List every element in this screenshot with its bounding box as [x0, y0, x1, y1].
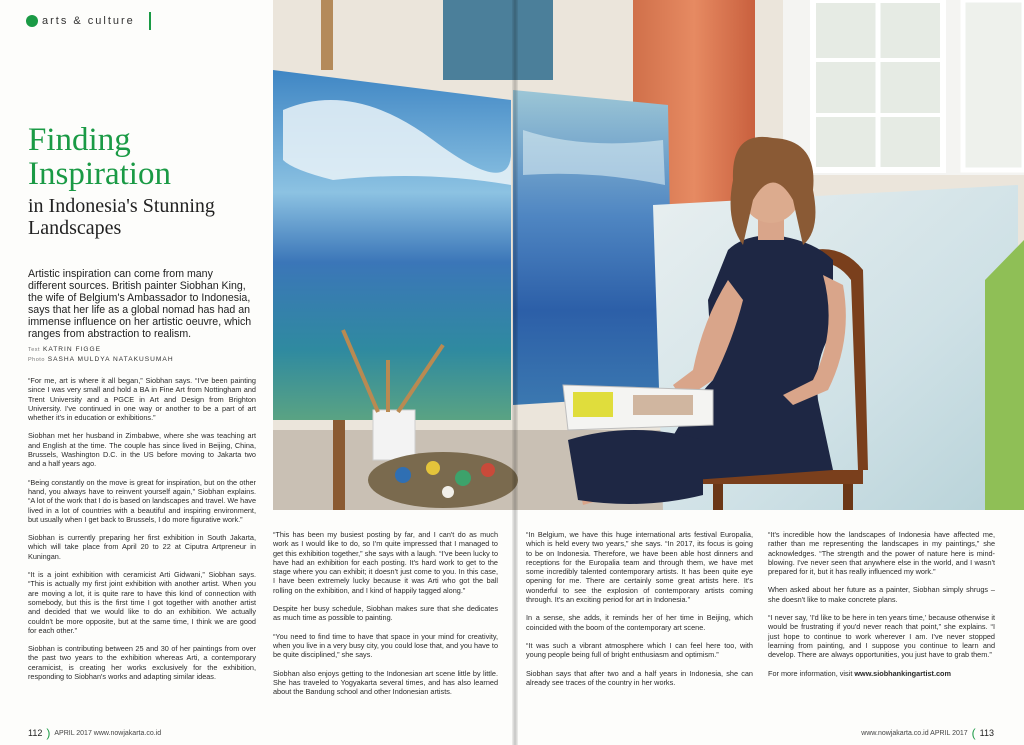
section-tag [26, 12, 151, 30]
paragraph: Siobhan is currently preparing her first exhibition in South Jakarta, which will take place from April 20 to 22 at Ciputra Artpreneur in Kuningan. [28, 533, 256, 561]
article-credits [28, 345, 174, 365]
paragraph: In a sense, she adds, it reminds her of her time in Beijing, which coincided with the boom of the contemporary art scene. [526, 613, 753, 632]
section-dot-icon [26, 15, 38, 27]
credit-text-label: Text [28, 347, 41, 353]
paragraph: “It is a joint exhibition with ceramicist Arti Gidwani,” Siobhan says. “This is actually my first joint exhibition with another artist. When you are moving a lot, it is quite rare to have this kind of connection with somebody, but this is the first time I got together with another artist and decided that we would like to do an exhibition. We actually couldn't be more opposite, but at the same time, I think we are good for each other.” [28, 570, 256, 635]
paragraph: Siobhan also enjoys getting to the Indonesian art scene little by little. She has traveled to Yogyakarta several times, and has also learned about the Bandung school and other Indonesian artists. [273, 668, 498, 697]
section-divider [149, 12, 151, 30]
page-number-right: 113 [979, 728, 994, 738]
title-line-2: Inspiration [28, 156, 171, 192]
folio-bracket-icon: ) [46, 726, 51, 740]
credit-text-name: KATRIN FIGGE [42, 346, 101, 353]
credit-photo-label: Photo [28, 357, 45, 363]
paragraph: “In Belgium, we have this huge international arts festival Europalia, which is held every two years,” she says. “In 2017, its focus is going to be on Indonesia. Therefore, we have been able host dinners and receptions for the Europalia team and through them, we have met some incredibly talented contemporary artists. It has been quite eye opening for me. There are certainly some great artists here. It's wonderful to see the explosion of contemporary artists coming through. It's an exciting period for art in Indonesia.” [526, 530, 753, 605]
paragraph: Siobhan says that after two and a half years in Indonesia, she can already see traces of the country in her works. [526, 668, 753, 687]
paragraph: “For me, art is where it all began,” Siobhan says. “I've been painting since I was very small and hold a BA in Fine Art from Nottingham and Trent University and a PGCE in Art and Design from Brighton University. I've continued in one way or another to be a part of art whether it's in education or exhibitions.” [28, 376, 256, 423]
paragraph: Despite her busy schedule, Siobhan makes sure that she dedicates as much time as possible to painting. [273, 604, 498, 623]
paragraph: “Being constantly on the move is great for inspiration, but on the other hand, you always have to reinvent yourself again,” Siobhan explains. “A lot of the work that I do is based on landscapes and travel. We have lived in a lot of countries with a beautiful and inspiring environment, but usually when I get back to Brussels, I do more figurative work.” [28, 477, 256, 524]
text-column-3 [526, 530, 753, 696]
paragraph: When asked about her future as a painter, Siobhan simply shrugs – she doesn't like to make concrete plans. [768, 585, 995, 604]
artist-photo [273, 0, 1024, 510]
website-link[interactable]: www.siobhankingartist.com [854, 668, 952, 678]
folio-bracket-icon: ( [971, 726, 976, 740]
page-number-left: 112 [28, 728, 43, 738]
section-label: arts & culture [42, 15, 135, 27]
article-title [28, 123, 171, 191]
photo-illustration [273, 0, 1024, 510]
more-info [768, 669, 995, 678]
paragraph: “This has been my busiest posting by far, and I can't do as much work as I would like to do, so I'm quite impressed that I managed to get this exhibition together,” she says with a laugh. “I've been lucky to have had an exhibition for each posting. It's hard work to get to the stage where you can exhibit; it doesn't just come to you. In this case, I have been extremely lucky because it was Arti who got the ball rolling on the exhibition, and I kind of happily tagged along.” [273, 530, 498, 595]
text-column-4 [768, 530, 995, 687]
text-column-1 [28, 376, 256, 690]
folio-right [861, 726, 994, 740]
paragraph: Siobhan is contributing between 25 and 30 of her paintings from over the past two years to the exhibition whereas Arti, a contemporary ceramicist, is creating her works exclusively for the exhibition, responding to Siobhan's works and adapting similar ideas. [28, 644, 256, 682]
paragraph: Siobhan met her husband in Zimbabwe, where she was teaching art and English at the time. The couple has since lived in Beijing, China, Brussels, Washington D.C. in the US before moving to Jakarta two and a half years ago. [28, 431, 256, 469]
paragraph: “It's incredible how the landscapes of Indonesia have affected me, rather than me representing the landscapes in my paintings,” she acknowledges. “The strength and the power of nature here is mind-blowing. I've never seen that anywhere else in the world, and I wasn't prepared for it, but it has really influenced my work.” [768, 530, 995, 577]
folio-left [28, 726, 161, 740]
title-line-1: Finding [28, 122, 131, 158]
paragraph: “You need to find time to have that space in your mind for creativity, when you live in a very busy city, you could lose that, and you have to be quite disciplined,” she says. [273, 631, 498, 660]
page-gutter [512, 0, 518, 745]
folio-left-text: APRIL 2017 www.nowjakarta.co.id [54, 729, 162, 737]
text-column-2 [273, 530, 498, 705]
folio-right-text: www.nowjakarta.co.id APRIL 2017 [861, 729, 968, 737]
article-intro: Artistic inspiration can come from many different sources. British painter Siobhan King, the wife of Belgium's Ambassador to Indonesia, says that her life as a global nomad has had an immense influence on her artistic oeuvre, which ranges from abstraction to realism. [28, 268, 252, 340]
more-info-text: For more information, visit [768, 668, 853, 678]
paragraph: “It was such a vibrant atmosphere which I can feel here too, with young people being full of bright enthusiasm and optimism.” [526, 640, 753, 660]
paragraph: “I never say, 'I'd like to be here in ten years time,' because otherwise it would be frustrating if you'd never reach that point,” she explains. “I just hope to continue to work wherever I am. I've never stopped learning from painting, and I suppose you continue to learn and develop. There are always opportunities, you just have to grab them.” [768, 613, 995, 660]
article-subtitle: in Indonesia's Stunning Landscapes [28, 195, 215, 239]
credit-photo-name: SASHA MULDYA NATAKUSUMAH [47, 356, 174, 363]
